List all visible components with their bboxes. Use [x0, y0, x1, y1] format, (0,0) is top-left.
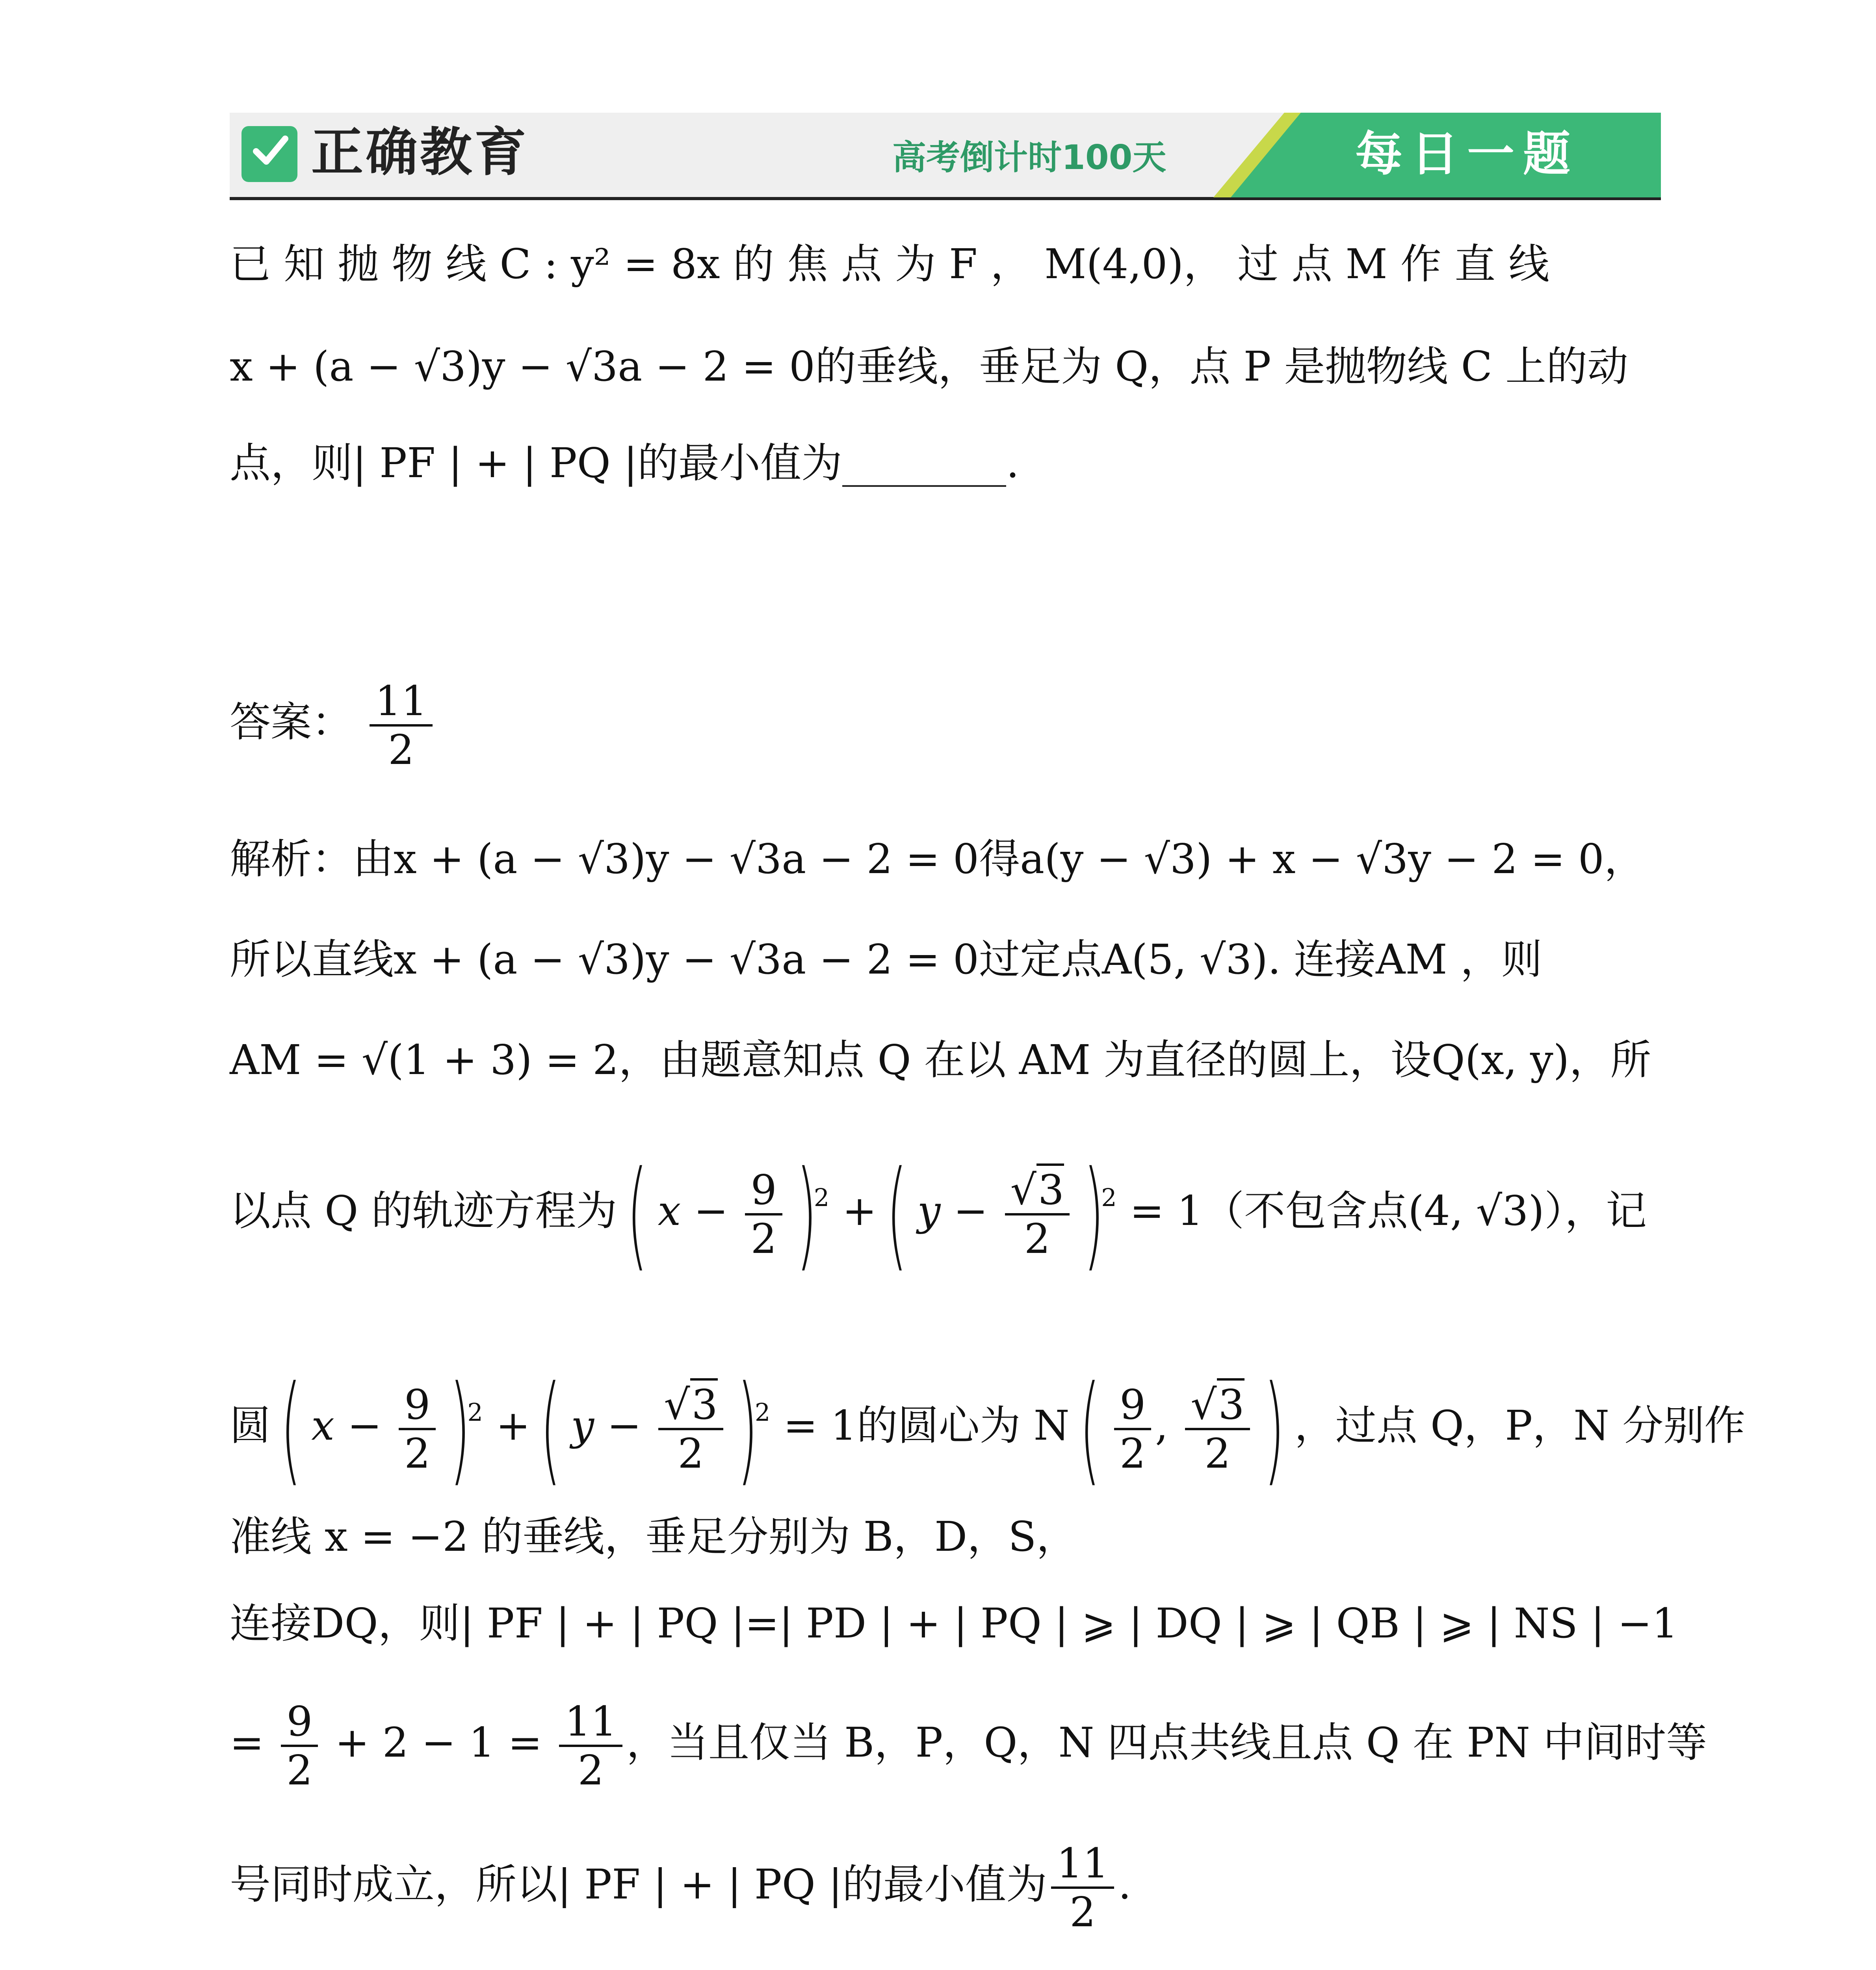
solution-line-8: = $\frac{9}{2}$ + 2 − 1 = $\frac{11}{2}$ ，当且仅当 B，P，Q，N 四点共线且点 Q 在 PN 中间时等 — [230, 1697, 1707, 1794]
solution-line-4: 以点 Q 的轨迹方程为 ( x − $\frac{9}{2}$ )$^2$ + ( y − $\frac{√3}{2}$ )$^2$ = 1（不包含点(4, √3)），记 — [230, 1145, 1647, 1283]
answer-label: 答案： — [230, 698, 353, 746]
solution-line-4-suffix: = 1（不包含点(4, √3)），记 — [1129, 1187, 1647, 1235]
solution-line-2: 所以直线x + (a − √3)y − √3a − 2 = 0过定点A(5, √3). 连接AM ，则 — [230, 935, 1542, 983]
solution-line-9-end: . — [1118, 1860, 1131, 1909]
solution-line-1: 解析：由x + (a − √3)y − √3a − 2 = 0得a(y − √3) + x − √3y − 2 = 0， — [230, 835, 1645, 883]
solution-line-3: AM = √(1 + 3) = 2，由题意知点 Q 在以 AM 为直径的圆上，设Q(x, y)，所 — [230, 1036, 1651, 1084]
answer-fraction — [370, 678, 433, 773]
solution-line-5: 圆 ( x − $\frac{9}{2}$ )$^2$ + ( y − $\frac{√3}{2}$ )$^2$ = 1的圆心为 N ( $\frac{9}{2}$ , $\frac{√3}{2}$ ) ，过点 Q，P，N 分别作 — [230, 1360, 1746, 1498]
header-divider — [230, 197, 1661, 200]
solution-line-5-prefix: 圆 — [230, 1401, 271, 1450]
solution-line-4-prefix: 以点 Q 的轨迹方程为 — [230, 1187, 617, 1235]
brand-name: 正确教育 — [311, 122, 529, 183]
solution-line-7: 连接DQ，则| PF | + | PQ |=| PD | + | PQ | ⩾ | DQ | ⩾ | QB | ⩾ | NS | −1 — [230, 1599, 1678, 1647]
solution-line-9: 号同时成立，所以| PF | + | PQ |的最小值为 $\frac{11}{2}$ . — [230, 1839, 1131, 1936]
solution-line-5-suffix: = 1的圆心为 N — [783, 1401, 1070, 1450]
checkmark-icon — [251, 132, 290, 171]
question-line-1: 已 知 抛 物 线 C : y² = 8x 的 焦 点 为 F ， M(4,0)， 过 点 M 作 直 线 — [230, 240, 1549, 288]
daily-question-label: 每日一题 — [1355, 127, 1579, 182]
solution-line-8-suffix: ，当且仅当 B，P，Q，N 四点共线且点 Q 在 PN 中间时等 — [626, 1718, 1707, 1767]
answer-numerator: 11 — [370, 678, 433, 727]
countdown-label: 高考倒计时100天 — [892, 138, 1166, 177]
answer-denominator: 2 — [388, 726, 414, 774]
question-line-2: x + (a − √3)y − √3a − 2 = 0的垂线，垂足为 Q，点 P 是抛物线 C 上的动 — [230, 342, 1629, 390]
solution-line-5-end: ，过点 Q，P，N 分别作 — [1294, 1401, 1746, 1450]
solution-line-9-prefix: 号同时成立，所以| PF | + | PQ |的最小值为 — [230, 1860, 1048, 1909]
question-line-3: 点，则| PF | + | PQ |的最小值为________. — [230, 439, 1020, 487]
answer-row — [230, 678, 436, 773]
solution-line-6: 准线 x = −2 的垂线，垂足分别为 B，D，S， — [230, 1513, 1077, 1561]
